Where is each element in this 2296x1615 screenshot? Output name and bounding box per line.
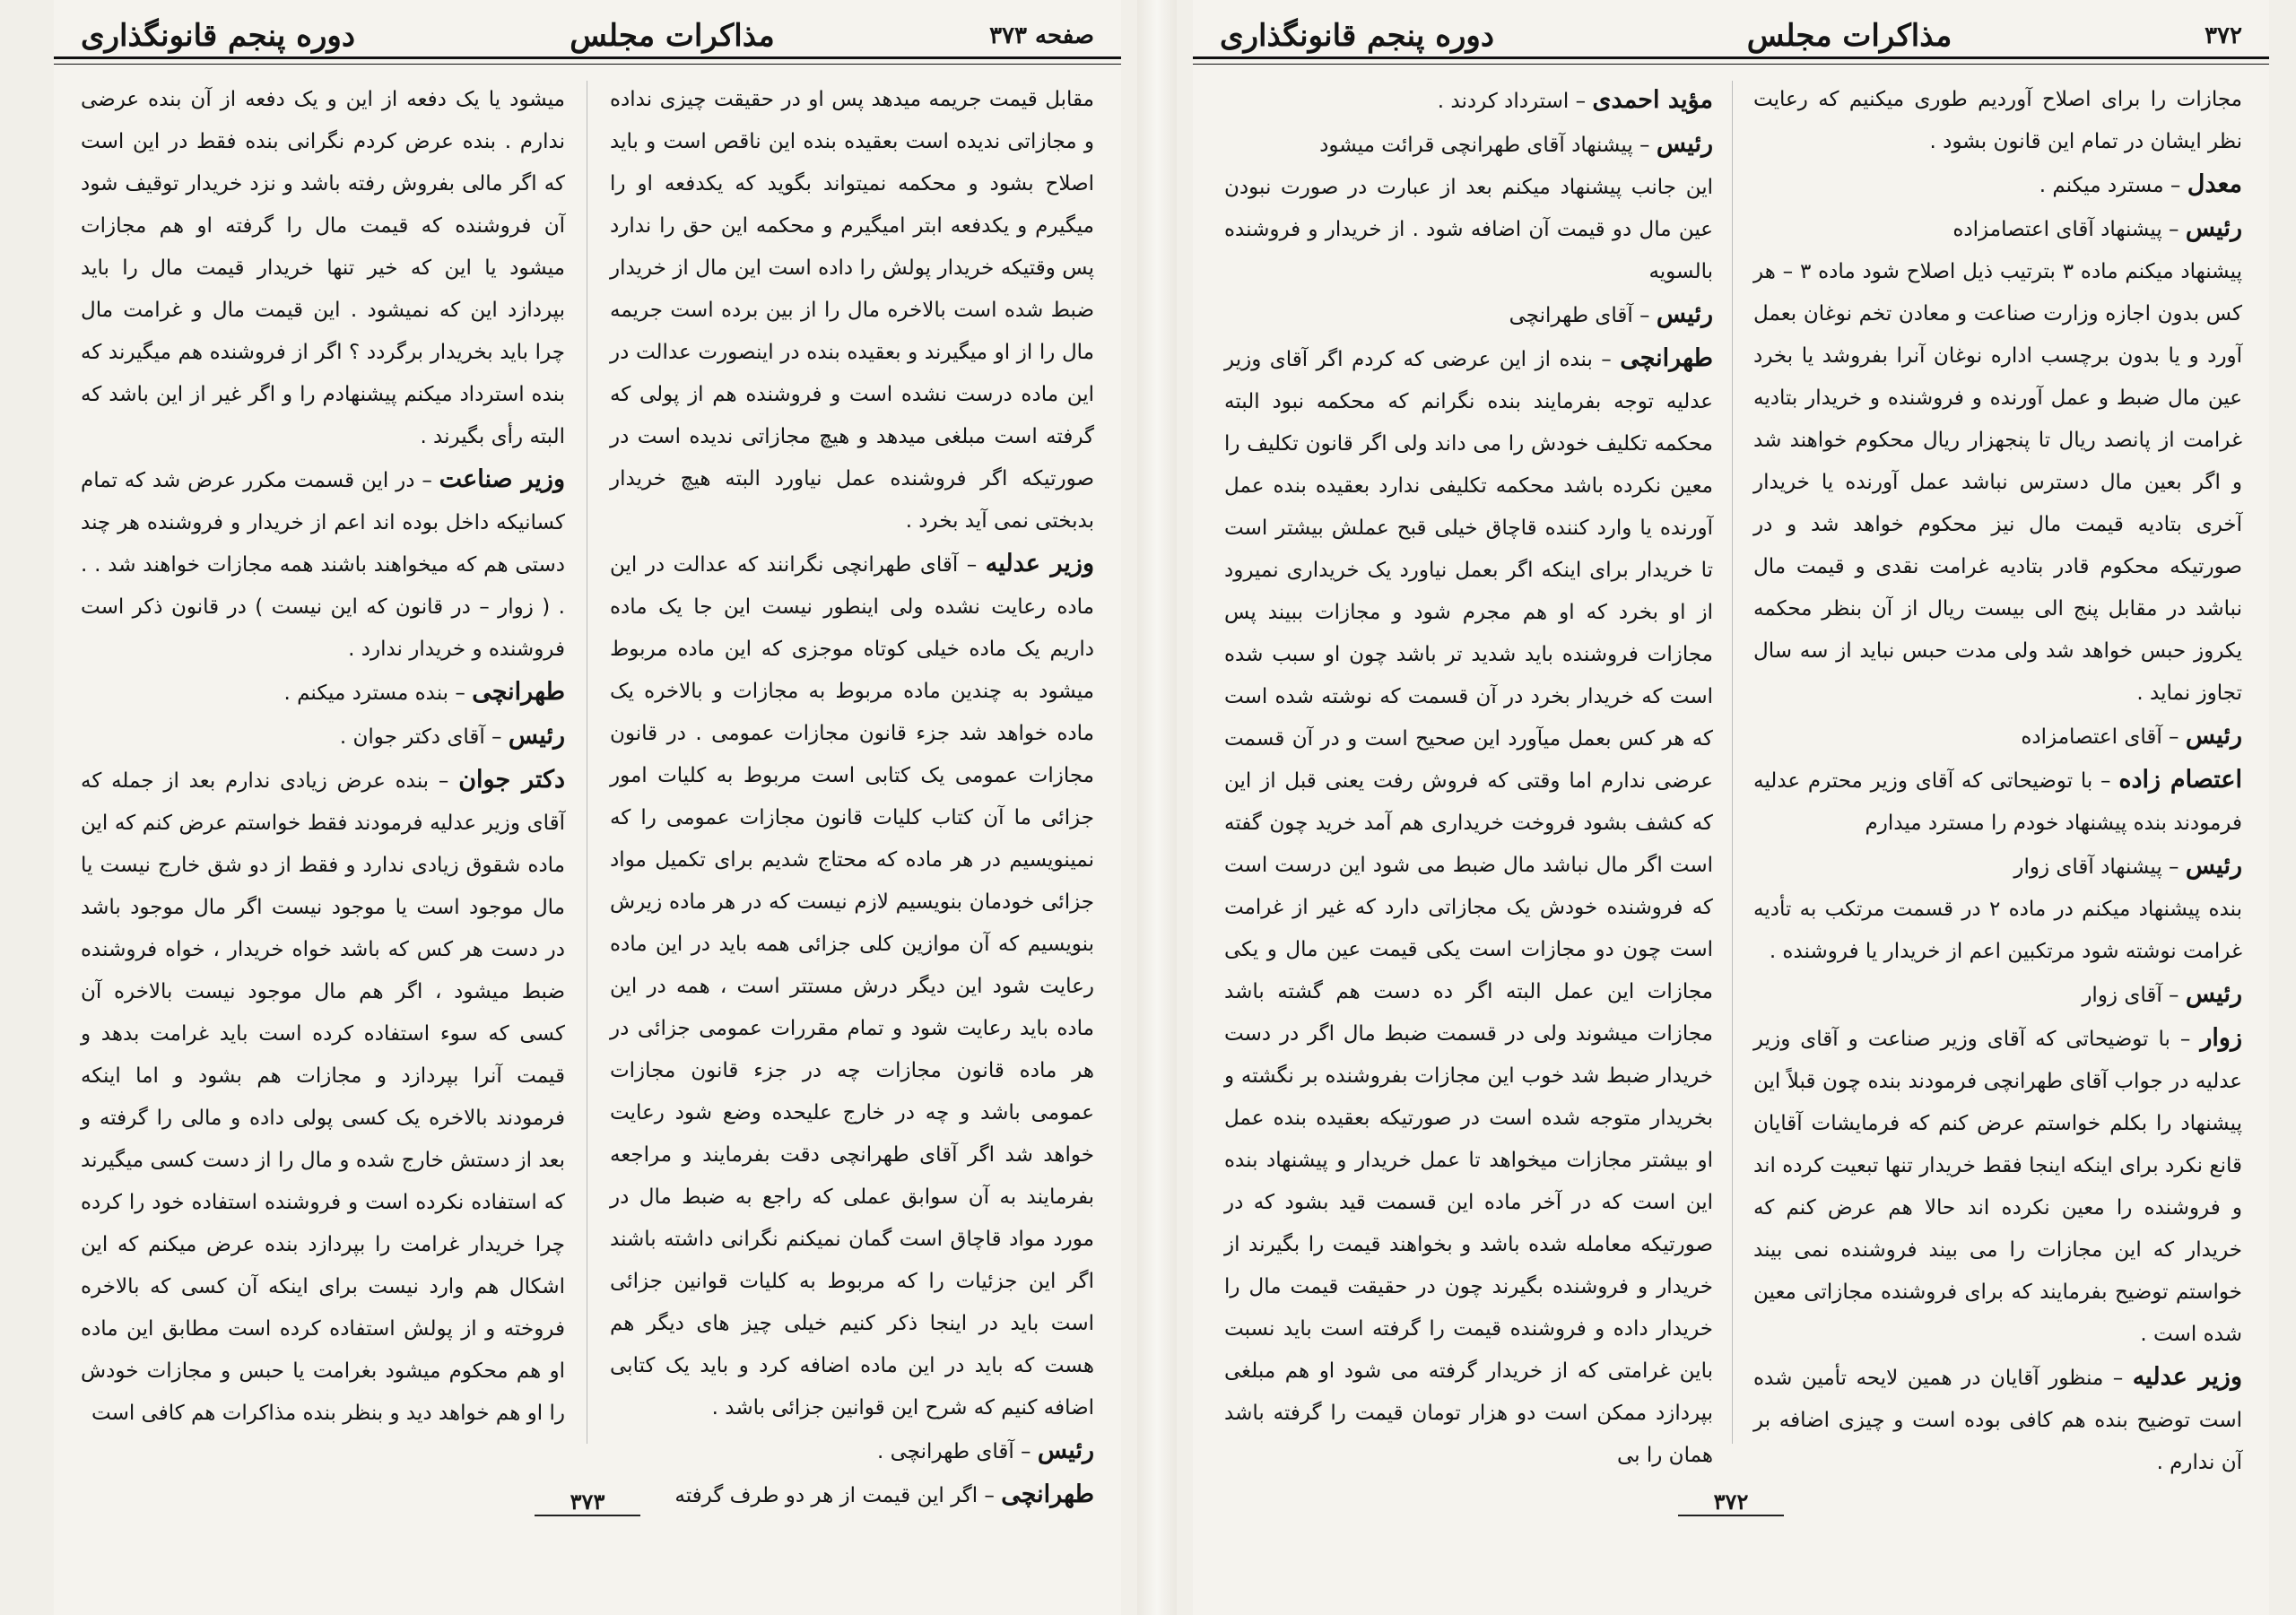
speech-text: – بنده از این عرضی که کردم اگر آقای وزیر عدلیه توجه بفرمایند بنده نگرانم که محکمه نبود البته محکمه تکلیف خودش را می داند ولی اگر قانون تکلیف را معین نکرده باشد محکمه تکلیفی ندارد بعقیده بنده عمل آورنده یا وارد کننده قاچاق خیلی قبح عملش بیشتر است تا خریدار برای اینکه اگر بعمل نیاورد یک خریداری نمیرود از او بخرد که او هم مجرم شود و مجازات ببیند پس مجازات فروشنده باید شدید تر باشد چون او سبب شده است که خریدار بخرد در آن قسمت که نوشته شده است که هر کس بعمل میآورد این صحیح است و در آن قسمت عرضی ندارم اما وقتی که فروش رفت یعنی قبل از این که کشف بشود فروخت خریداری هم آمد خرید چون گفته است اگر مال نباشد مال ضبط می شود این درست است که فروشنده خودش یک مجازاتی دارد که غیر از غرامت است چون دو مجازات است یکی قیمت عین مال و یکی مجازات این عمل البته اگر ده دست هم گشته باشد مجازات میشوند ولی در قسمت ضبط مال اگر در دست خریدار ضبط شد خوب این مجازات بفروشنده بر نگشته و بخریدار متوجه شده است در صورتیکه بعقیده بنده عمل او بیشتر مجازات میخواهد تا عمل خریدار و پیشنهاد بنده این است که در آخر ماده این قسمت قید بشود که در صورتیکه معامله شده باشد و بخواهند قیمت را بگیرند از خریدار و فروشنده بگیرند چون در حقیقت قیمت مال را خریدار داده و فروشنده قیمت را گرفته است باید نسبت باین غرامتی که از خریدار گرفته می شود او هم مبلغی بپردازد ممکن است دو هزار تومان قیمت را گرفته باشد همان را بی (1224, 348, 1713, 1467)
speaker-name: مؤید احمدی (1592, 86, 1713, 114)
proposal-text: بنده پیشنهاد میکنم در ماده ۲ در قسمت مرتکب به تأدیه غرامت نوشته شود مرتکبین اعم از خریدار یا فروشنده . (1753, 898, 2242, 963)
speech (1753, 973, 2242, 1017)
speech-text: – آقای اعتصامزاده (2021, 725, 2179, 749)
speaker-name: دکتر جوان (458, 766, 566, 794)
speaker-name: وزیر عدلیه (2132, 1363, 2242, 1391)
speaker-name: وزیر صناعت (439, 465, 566, 493)
right-page-number: ۳۷۲ (2205, 22, 2242, 49)
speech-text: – آقای زوار (2082, 984, 2179, 1007)
speaker-name: رئیس (1037, 1437, 1094, 1464)
proposal-text: پیشنهاد میکنم ماده ۳ بترتیب ذیل اصلاح شود ماده ۳ – هر کس بدون اجازه وزارت صناعت و معادن تخم نوغان بعمل آورد و یا بدون برچسب اداره نوغان آنرا بفروشد یا بخرد عین مال ضبط و عمل آورنده و فروشنده و خریدار بتادیه غرامت از پانصد ریال تا پنجهزار ریال محکوم خواهند شد و اگر بعین مال دسترس نباشد عمل آورنده یا خریدار آخری بتادیه قیمت مال نیز محکوم خواهد شد و در صورتیکه محکوم قادر بتادیه غرامت نقدی و قیمت مال نباشد در مقابل پنج الی بیست ریال از آن بنظر محکمه یکروز حبس خواهد شد ولی مدت حبس نباید از سه سال تجاوز نماید . (1753, 260, 2242, 705)
speech-text: – آقای طهرانچی . (877, 1440, 1031, 1463)
speech (81, 458, 565, 671)
column-divider (1732, 81, 1733, 1444)
speaker-name: رئیس (2185, 980, 2242, 1008)
speech (1224, 337, 1713, 1477)
speech (1224, 79, 1713, 123)
speech (1753, 715, 2242, 759)
left-page-header (54, 13, 1121, 59)
speech-text: – با توضیحاتی که آقای وزیر محترم عدلیه فرمودند بنده پیشنهاد خودم را مسترد میدارم (1753, 769, 2242, 835)
speech (81, 715, 565, 759)
speaker-name: وزیر عدلیه (985, 550, 1094, 577)
speech (1224, 123, 1713, 167)
speech-text: – پیشنهاد آقای زوار (2013, 855, 2179, 879)
speech (81, 759, 565, 1435)
speaker-name: طهرانچی (1620, 344, 1713, 372)
speech-text: – پیشنهاد آقای اعتصامزاده (1952, 218, 2179, 241)
left-page-left-column (81, 79, 565, 1460)
speaker-name: رئیس (2185, 722, 2242, 750)
right-header-title: مذاکرات مجلس (1746, 18, 1952, 54)
speech (1753, 207, 2242, 251)
right-page-footer (1193, 1489, 2269, 1515)
speech-text: – با توضیحاتی که آقای وزیر صناعت و آقای وزیر عدلیه در جواب آقای طهرانچی فرمودند بنده چون قبلاً این پیشنهاد را بکلم خواستم عرض کنم که فرمایشات آقایان قانع نکرد برای اینکه اینجا فقط خریدار تنها تبعیت کرده اند و فروشنده را معین نکرده اند حالا هم عرض کنم که خریدار که این مجازات را می بیند فروشنده نمی بیند خواستم توضیح بفرمایند که برای فروشنده مجازاتی معین شده است . (1753, 1028, 2242, 1346)
paragraph: میشود یا یک دفعه از این و یک دفعه از آن بنده عرضی ندارم . بنده عرض کردم نگرانی بنده فقط در این است که اگر مالی بفروش رفته باشد و نزد خریدار توقیف شود آن فروشنده که قیمت مال را گرفته او هم مجازات میشود یا این که خیر تنها خریدار قیمت مال را باید بپردازد این که نمیشود . این قیمت مال و غرامت مال چرا باید بخریدار برگردد ؟ اگر از فروشنده هم میگیرند که بنده استرداد میکنم پیشنهادم را و اگر غیر از این باشد که البته رأی بگیرند . (81, 88, 565, 448)
speaker-name: اعتصام زاده (2118, 766, 2242, 794)
speech (1753, 163, 2242, 207)
speech-text: – منظور آقایان در همین لایحه تأمین شده است توضیح بنده هم کافی بوده است و چیزی اضافه بر آن ندارم . (1753, 1367, 2242, 1474)
right-page-right-column (1753, 79, 2243, 1474)
speaker-name: رئیس (2185, 214, 2242, 242)
book-spine (1137, 0, 1177, 1615)
footer-page-number: ۳۷۳ (535, 1489, 641, 1516)
right-header-session: دوره پنجم قانونگذاری (1220, 18, 1494, 54)
left-header-title: مذاکرات مجلس (570, 18, 775, 54)
footer-page-number: ۳۷۲ (1678, 1489, 1785, 1516)
left-page-footer (54, 1489, 1121, 1515)
speech-text: – اگر این قیمت از هر دو طرف گرفته (674, 1484, 995, 1507)
speech-text: – آقای دکتر جوان . (339, 725, 502, 749)
paragraph: مجازات را برای اصلاح آوردیم طوری میکنیم که رعایت نظر ایشان در تمام این قانون بشود . (1753, 88, 2242, 153)
speech-text: – پیشنهاد آقای طهرانچی قرائت میشود (1319, 134, 1650, 157)
left-header-session: دوره پنجم قانونگذاری (81, 18, 355, 54)
speech (1753, 1017, 2242, 1356)
speech-text: – در این قسمت مکرر عرض شد که تمام کسانیکه داخل بوده اند اعم از خریدار و فروشنده هر چند دستی هم که میخواهند باشند همه مجازات خواهند شد . . . ( زوار – در قانون که این نیست ) در قانون ذکر است فروشنده و خریدار ندارد . (81, 469, 565, 661)
speech (1753, 759, 2242, 845)
header-rule (1193, 56, 2269, 65)
proposal-text: این جانب پیشنهاد میکنم بعد از عبارت در صورت نبودن عین مال دو قیمت آن اضافه شود . از خریدار و فروشنده بالسویه (1224, 176, 1713, 283)
speaker-name: رئیس (508, 722, 565, 750)
speech-text: – بنده مسترد میکنم . (283, 682, 465, 705)
speech-text: – آقای طهرانچی (1509, 304, 1650, 327)
speech-text: – مسترد میکنم . (2039, 174, 2181, 197)
speech (81, 671, 565, 715)
right-page (1193, 0, 2269, 1615)
speaker-name: رئیس (1656, 300, 1713, 328)
right-page-left-column (1224, 79, 1713, 1467)
speaker-name: معدل (2187, 170, 2242, 198)
header-rule (54, 56, 1121, 65)
speaker-name: رئیس (1656, 130, 1713, 158)
left-page (54, 0, 1121, 1615)
speaker-name: طهرانچی (1001, 1480, 1094, 1508)
left-page-number: صفحه ۳۷۳ (989, 22, 1094, 49)
speech (610, 543, 1094, 1429)
left-page-right-column (610, 79, 1094, 1508)
paragraph: مقابل قیمت جریمه میدهد پس او در حقیقت چیزی نداده و مجازاتی ندیده است بعقیده بنده این ناقص است و باید اصلاح بشود و محکمه نمیتواند بگوید که یکدفعه او را میگیرم و یکدفعه ابتر امیگیرم و محکمه این حق را ندارد پس وقتیکه خریدار پولش را داده است این مال از خریدار ضبط شده است بالاخره مال را از بین برده است جریمه مال را از او میگیرند و بعقیده بنده در اینصورت عدالت در این ماده درست نشده است و فروشنده هم از پولی که گرفته است مبلغی میدهد و هیچ مجازاتی ندیده است در صورتیکه اگر فروشنده عمل نیاورد البته هیچ خریدار بدبختی نمی آید بخرد . (610, 88, 1094, 533)
speech (1753, 845, 2242, 889)
right-page-header (1193, 13, 2269, 59)
speech (1753, 1356, 2242, 1484)
speaker-name: رئیس (2185, 852, 2242, 880)
speaker-name: زوار (2200, 1024, 2243, 1052)
speech-text: – استرداد کردند . (1437, 90, 1587, 113)
speaker-name: طهرانچی (472, 678, 565, 706)
speech (610, 1429, 1094, 1473)
speech (1224, 293, 1713, 337)
speech-text: – بنده عرض زیادی ندارم بعد از جمله که آقای وزیر عدلیه فرمودند فقط خواستم عرض کنم که این ماده شقوق زیادی ندارد و فقط از دو شق خارج نیست یا مال موجود است یا موجود نیست اگر مال موجود باشد در دست هر کس که باشد خواه خریدار ، خواه فروشنده ضبط میشود ، اگر هم مال موجود نیست بالاخره آن کسی که سوء استفاده کرده است باید غرامت بدهد و قیمت آنرا بپردازد و مجازات هم بشود و اما اینکه فرمودند بالاخره یک کسی پولی داده و مالی را گرفته و بعد از دستش خارج شده و مال را از دست کسی میگیرند که استفاده نکرده است و فروشنده استفاده خود را کرده چرا خریدار غرامت را بپردازد بنده عرض میکنم که این اشکال هم وارد نیست برای اینکه آن کسی که بالاخره فروخته و از پولش استفاده کرده است مطابق این ماده او هم محکوم میشود بغرامت یا حبس و مجازات خودش را او هم خواهد دید و بنظر بنده مذاکرات هم کافی است (81, 769, 565, 1425)
speech-text: – آقای طهرانچی نگرانند که عدالت در این ماده رعایت نشده ولی اینطور نیست این جا یک ماده داریم یک ماده خیلی کوتاه موجزی که این ماده مربوط میشود به چندین ماده مربوط به مجازات و بالاخره یک ماده خواهد شد جزء قانون مجازات عمومی . در قانون مجازات عمومی یک کتابی است مربوط به کلیات امور جزائی ما آن کتاب کلیات قانون مجازات عمومی را که نمینویسیم در هر ماده که محتاج شدیم برای تکمیل مواد جزائی خودمان بنویسیم لازم نیست که در هر ماده زیرش بنویسیم که آن موازین کلی جزائی همه باید در این ماده رعایت شود این دیگر درش مستتر است ، همه در این ماده باید رعایت شود و تمام مقررات عمومی جزائی در هر ماده قانون مجازات چه در جزء قانون مجازات عمومی باشد و چه در خارج علیحده وضع شود رعایت خواهد شد اگر آقای طهرانچی دقت بفرمایند و مراجعه بفرمایند به آن سوابق عملی که راجع به ضبط مال در مورد مواد قاچاق است گمان نمیکنم نگرانی داشته باشند اگر این جزئیات را که مربوط به کلیات قوانین جزائی است باید در اینجا ذکر کنیم خیلی چیز های دیگر هم هست که باید در این ماده اضافه کرد و باید یک کتابی اضافه کنیم که شرح این قوانین جزائی باشد . (610, 553, 1094, 1420)
